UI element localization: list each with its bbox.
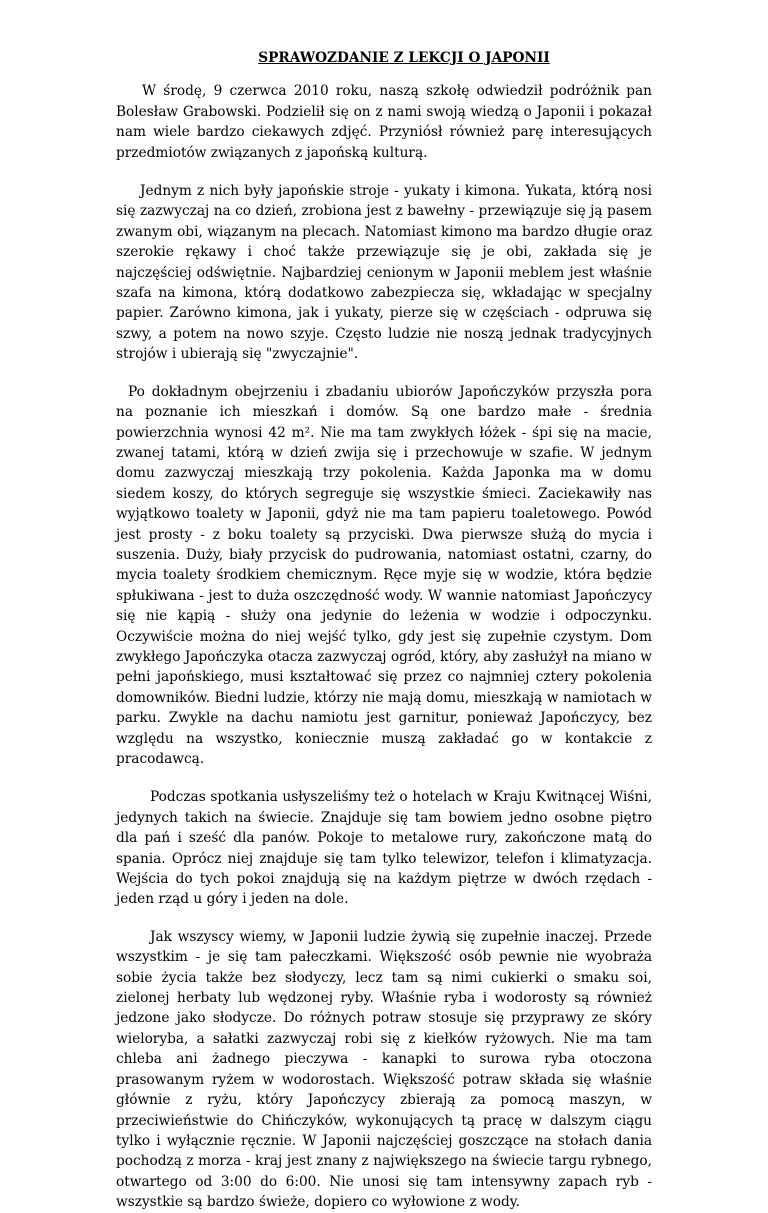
paragraph-food: Jak wszyscy wiemy, w Japonii ludzie żywią się zupełnie inaczej. Przede wszystkim - je się tam pałeczkami. Większość osób pewnie nie wyobraża sobie życia także bez słodyczy, lecz tam są nimi cukierki o smaku soi, zielonej herbaty lub wędzonej ryby. Właśnie ryba i wodorosty są również jedzone jako słodycze. Do różnych potraw stosuje się przyprawy ze skóry wieloryba, a sałatki zazwyczaj robi się z kiełków ryżowych. Nie ma tam chleba ani żadnego pieczywa - kanapki to surowa ryba otoczona prasowanym ryżem w wodorostach. Większość potraw składa się właśnie głównie z ryżu, który Japończycy zbierają za pomocą maszyn, w przeciwieństwie do Chińczyków, wykonujących tą pracę w dalszym ciągu tylko i wyłącznie ręcznie. W Japonii najczęściej goszczące na stołach dania pochodzą z morza - kraj jest znany z największego na świecie targu rybnego, otwartego od 3:00 do 6:00. Nie unosi się tam intensywny zapach ryb - wszystkie są bardzo świeże, dopiero co wyłowione z wody. <box>116 928 652 1211</box>
paragraph-hotels: Podczas spotkania usłyszeliśmy też o hotelach w Kraju Kwitnącej Wiśni, jedynych takich na świecie. Znajduje się tam bowiem jedno osobne piętro dla pań i sześć dla panów. Pokoje to metalowe rury, zakończone matą do spania. Oprócz niej znajduje się tam tylko telewizor, telefon i klimatyzacja. Wejścia do tych pokoi znajdują się na każdym piętrze w dwóch rzędach - jeden rząd u góry i jeden na dole. <box>116 789 652 908</box>
document-title: SPRAWOZDANIE Z LEKCJI O JAPONII <box>258 50 550 66</box>
paragraph-clothing: Jednym z nich były japońskie stroje - yukaty i kimona. Yukata, którą nosi się zazwyczaj na co dzień, zrobiona jest z bawełny - przewiązuje się ją pasem zwanym obi, wiązanym na plecach. Natomiast kimono ma bardzo długie oraz szerokie rękawy i choć także przewiązuje się je obi, zakłada się je najczęściej odświętnie. Najbardziej cenionym w Japonii meblem jest właśnie szafa na kimona, którą dodatkowo zabezpiecza się, wkładając w specjalny papier. Zarówno kimona, jak i yukaty, pierze się w częściach - odpruwa się szwy, a potem na nowo szyje. Często ludzie nie noszą jednak tradycyjnych strojów i ubierają się "zwyczajnie". <box>116 183 652 363</box>
paragraph-homes: Po dokładnym obejrzeniu i zbadaniu ubiorów Japończyków przyszła pora na poznanie ich mieszkań i domów. Są one bardzo małe - średnia powierzchnia wynosi 42 m². Nie ma tam zwykłych łóżek - śpi się na macie, zwanej tatami, którą w dzień zwija się i przechowuje w szafie. W jednym domu zazwyczaj mieszkają trzy pokolenia. Każda Japonka ma w domu siedem koszy, do których segreguje się wszystkie śmieci. Zaciekawiły nas wyjątkowo toalety w Japonii, gdyż nie ma tam papieru toaletowego. Powód jest prosty - z boku toalety są przyciski. Dwa pierwsze służą do mycia i suszenia. Duży, biały przycisk do pudrowania, natomiast ostatni, czarny, do mycia toalety środkiem chemicznym. Ręce myje się w wodzie, która będzie spłukiwana - jest to duża oszczędność wody. W wannie natomiast Japończycy się nie kąpią - służy ona jedynie do leżenia w wodzie i odpoczynku. Oczywiście można do niej wejść tylko, gdy jest się zupełnie czystym. Dom zwykłego Japończyka otacza zazwyczaj ogród, który, aby zasłużył na miano w pełni japońskiego, musi kształtować się przez co najmniej cztery pokolenia domowników. Biedni ludzie, którzy nie mają domu, mieszkają w namiotach w parku. Zwykle na dachu namiotu jest garnitur, ponieważ Japończycy, bez względu na wszystko, koniecznie muszą zakładać go w kontakcie z pracodawcą. <box>116 383 652 767</box>
document-page <box>116 48 652 1213</box>
paragraph-visit: W środę, 9 czerwca 2010 roku, naszą szkołę odwiedził podróżnik pan Bolesław Grabowski. Podzielił się on z nami swoją wiedzą o Japonii i pokazał nam wiele bardzo ciekawych zdjęć. Przyniósł również parę interesujących przedmiotów związanych z japońską kulturą. <box>116 83 652 161</box>
